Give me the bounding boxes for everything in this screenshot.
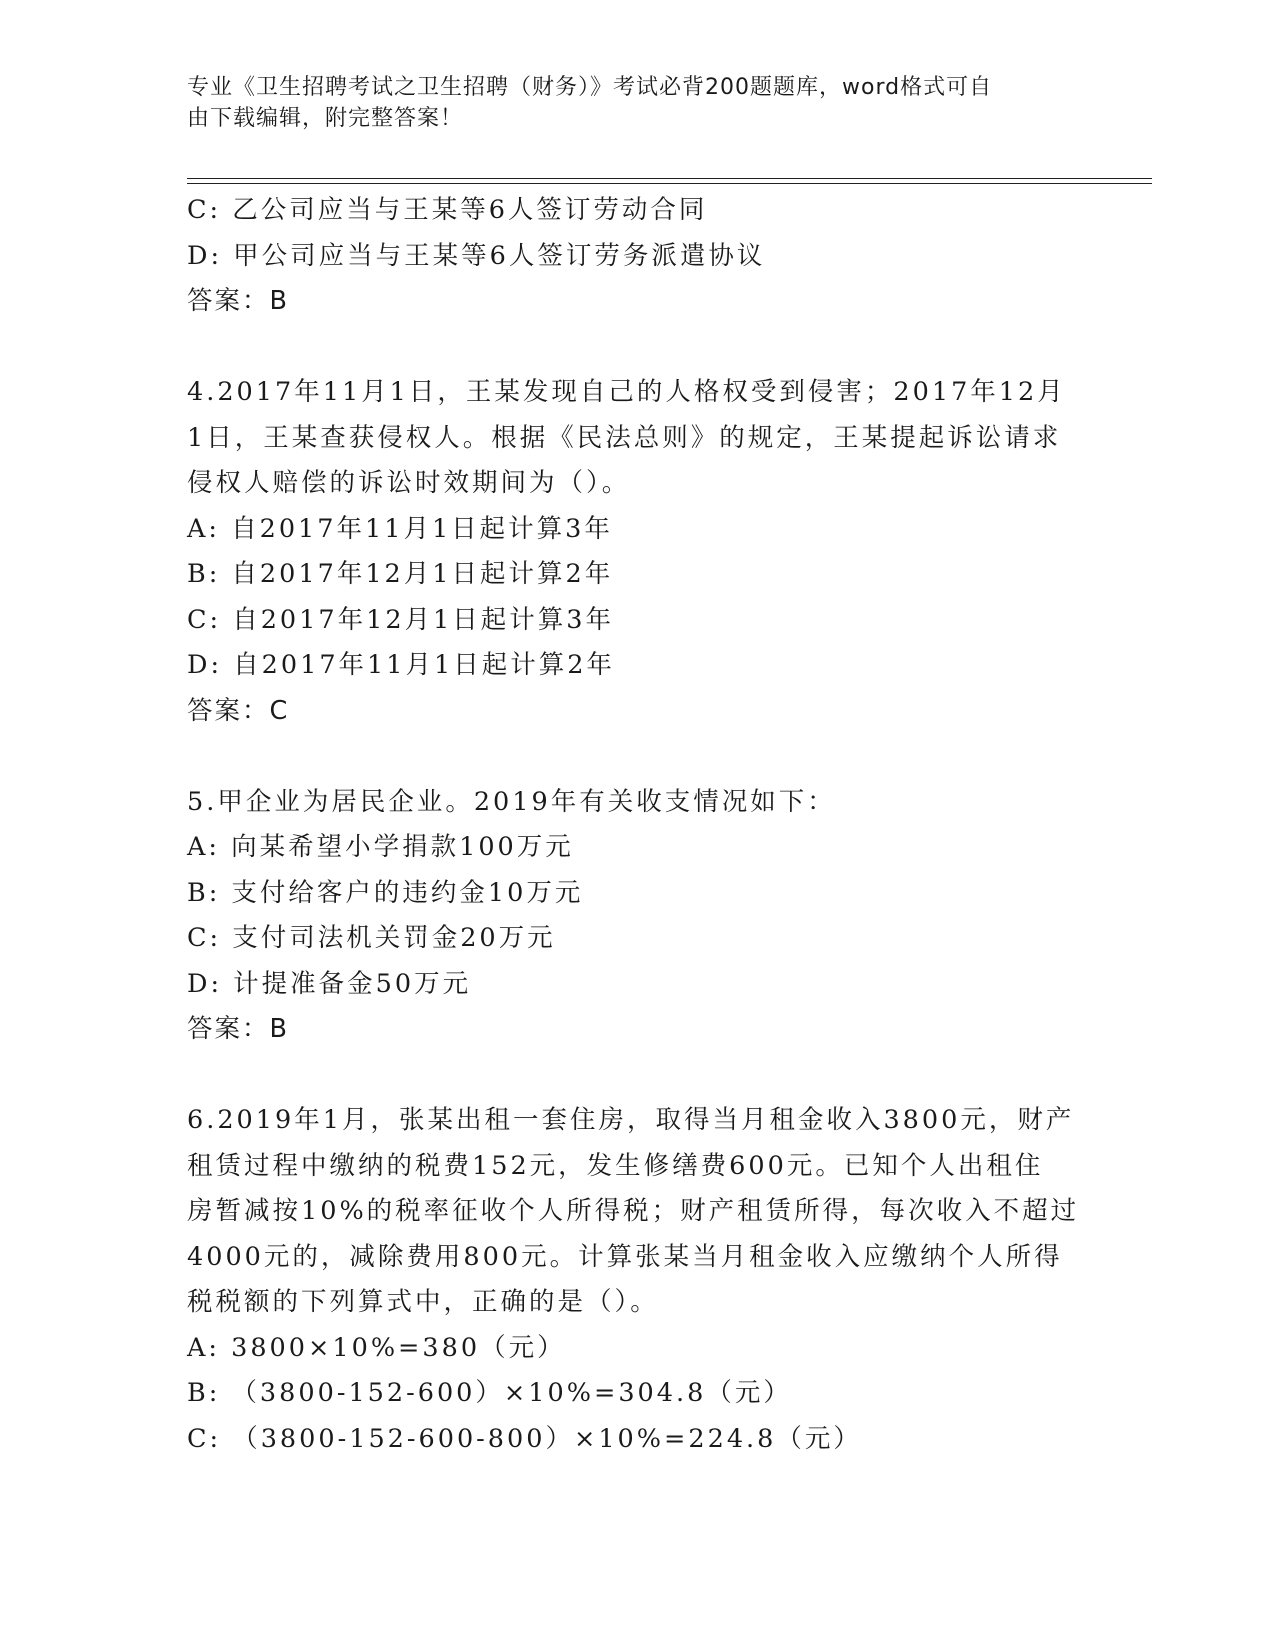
option-b: B: 支付给客户的违约金10万元 [187,877,584,908]
question-stem-line: 侵权人赔偿的诉讼时效期间为（）。 [187,468,631,498]
question-stem-line: 房暂减按10%的税率征收个人所得税；财产租赁所得，每次收入不超过 [187,1196,1080,1226]
option-d: D: 自2017年11月1日起计算2年 [187,650,615,680]
header-line-2: 由下载编辑，附完整答案！ [187,106,464,131]
option-d: D: 甲公司应当与王某等6人签订劳务派遣协议 [187,240,766,271]
option-c: C: 自2017年12月1日起计算3年 [187,604,614,635]
option-d: D: 计提准备金50万元 [187,968,472,999]
spacer [187,325,1087,371]
question-stem-line: 税税额的下列算式中，正确的是（）。 [187,1287,659,1317]
option-a: A: 向某希望小学捐款100万元 [187,832,574,862]
option-a: A: 3800×10%=380（元） [187,1332,566,1363]
question-stem-line: 5.甲企业为居民企业。2019年有关收支情况如下： [187,786,836,817]
header-line-1: 专业《卫生招聘考试之卫生招聘（财务）》考试必背200题题库，word格式可自 [187,75,993,100]
option-c: C: （3800-152-600-800）×10%=224.8（元） [187,1423,862,1454]
question-stem-line: 租赁过程中缴纳的税费152元，发生修缮费600元。已知个人出租住 [187,1150,1044,1181]
question-4 [187,370,1087,734]
spacer [187,734,1087,780]
option-b: B: 自2017年12月1日起计算2年 [187,559,614,589]
question-stem-line: 4.2017年11月1日，王某发现自己的人格权受到侵害；2017年12月 [187,377,1066,407]
option-c: C: 支付司法机关罚金20万元 [187,923,556,953]
question-5 [187,780,1087,1053]
question-3 [187,188,1087,325]
spacer [187,1053,1087,1099]
document-body [187,188,1087,1462]
answer-line: 答案：B [187,286,289,316]
question-stem-line: 1日，王某查获侵权人。根据《民法总则》的规定，王某提起诉讼请求 [187,422,1062,453]
document-header [187,72,1067,134]
option-a: A: 自2017年11月1日起计算3年 [187,513,613,544]
answer-line: 答案：C [187,695,290,726]
header-divider-top [187,178,1152,179]
question-6 [187,1098,1087,1462]
option-b: B: （3800-152-600）×10%=304.8（元） [187,1378,792,1408]
question-stem-line: 4000元的，减除费用800元。计算张某当月租金收入应缴纳个人所得 [187,1241,1063,1272]
answer-line: 答案：B [187,1014,289,1044]
question-stem-line: 6.2019年1月，张某出租一套住房，取得当月租金收入3800元，财产 [187,1105,1075,1135]
option-c: C: 乙公司应当与王某等6人签订劳动合同 [187,195,708,225]
header-divider-bottom [187,183,1152,184]
